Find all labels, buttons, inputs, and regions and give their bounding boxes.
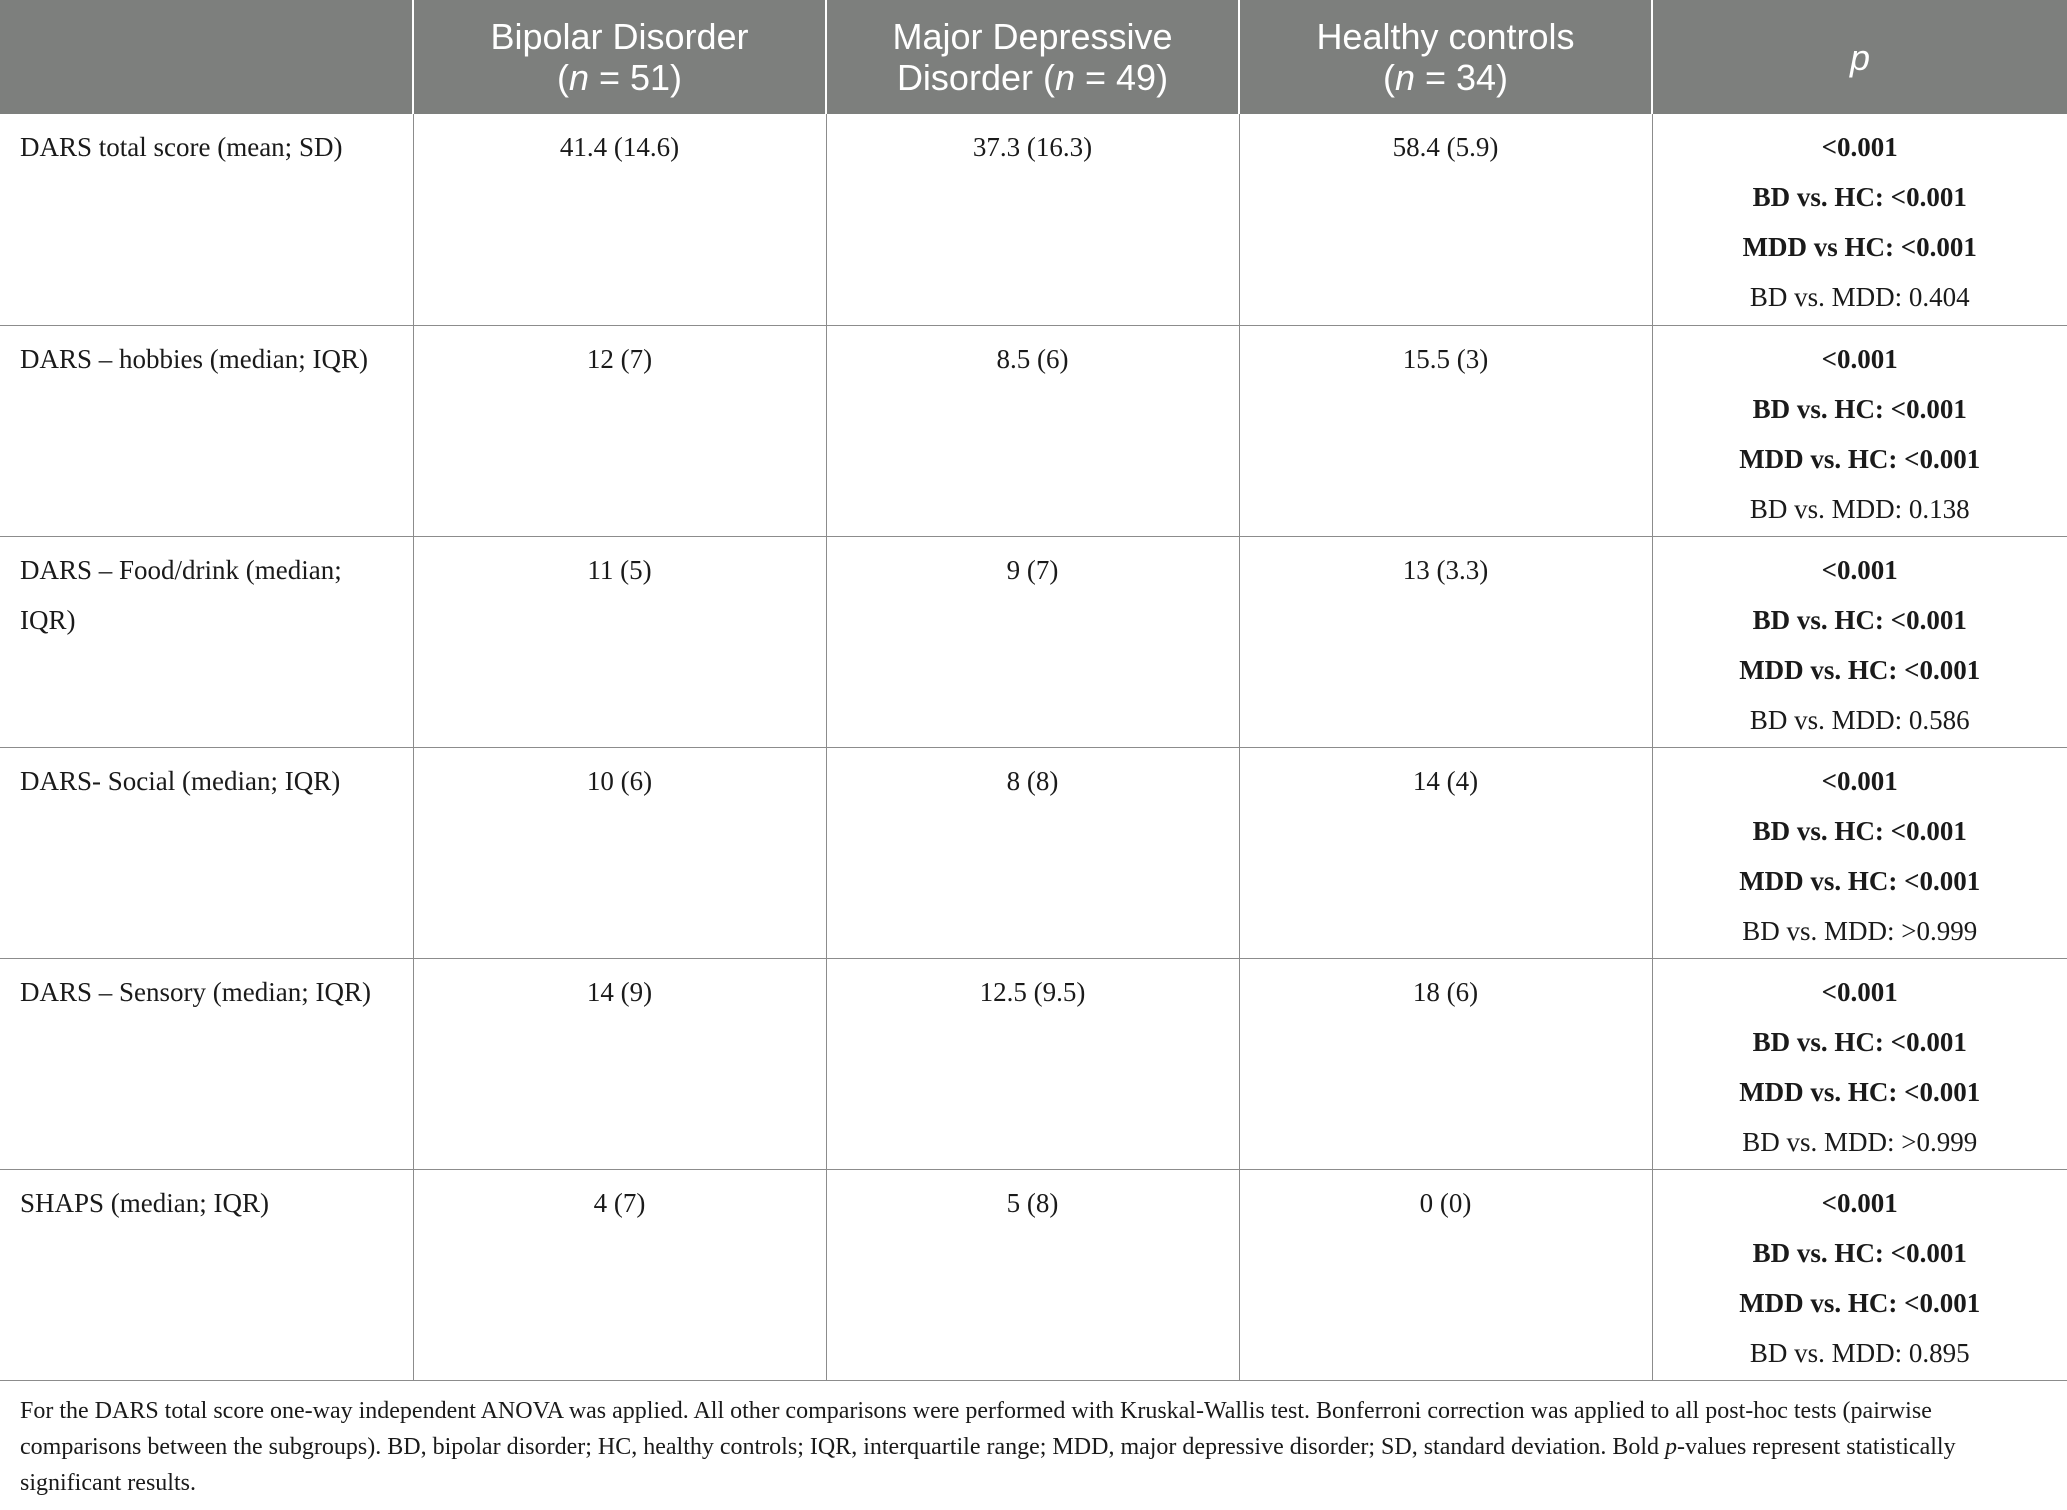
- cell-hc: 13 (3.3): [1239, 536, 1652, 747]
- p-overall: <0.001: [1821, 1187, 1898, 1218]
- header-bd-n-var: n: [568, 57, 589, 98]
- p-bd-vs-hc: BD vs. HC: <0.001: [1752, 1026, 1967, 1057]
- p-mdd-vs-hc: MDD vs HC: <0.001: [1742, 232, 1977, 262]
- row-label: DARS- Social (median; IQR): [0, 747, 413, 958]
- header-row: [0, 0, 2067, 114]
- footnote-p-italic: p: [1665, 1434, 1677, 1460]
- header-major-depressive-disorder: [826, 0, 1239, 114]
- cell-p: [1652, 1169, 2067, 1380]
- p-bd-vs-hc: BD vs. HC: <0.001: [1752, 393, 1967, 424]
- cell-hc: 58.4 (5.9): [1239, 114, 1652, 325]
- p-bd-vs-hc: BD vs. HC: <0.001: [1752, 1237, 1967, 1268]
- table-row: [0, 114, 2067, 325]
- row-label: DARS – Sensory (median; IQR): [0, 958, 413, 1169]
- header-mdd-title: Major Depressive: [892, 16, 1173, 57]
- header-mdd-n-value: = 49): [1075, 57, 1169, 98]
- p-mdd-vs-hc: MDD vs. HC: <0.001: [1739, 1287, 1981, 1318]
- footnote-text-part2: -values represent statistically significant results.: [20, 1434, 1956, 1496]
- cell-hc: 0 (0): [1239, 1169, 1652, 1380]
- table-row: [0, 325, 2067, 536]
- p-overall: <0.001: [1821, 765, 1898, 796]
- cell-mdd: 12.5 (9.5): [826, 958, 1239, 1169]
- p-bd-vs-mdd: BD vs. MDD: 0.586: [1749, 704, 1970, 735]
- row-label: DARS – Food/drink (median; IQR): [0, 536, 413, 747]
- p-overall: <0.001: [1821, 132, 1898, 162]
- table-row: [0, 536, 2067, 747]
- header-p-value: [1652, 0, 2067, 114]
- cell-p: [1652, 114, 2067, 325]
- cell-bd: 11 (5): [413, 536, 826, 747]
- p-bd-vs-hc: BD vs. HC: <0.001: [1752, 815, 1967, 846]
- table-row: [0, 958, 2067, 1169]
- cell-hc: 14 (4): [1239, 747, 1652, 958]
- cell-hc: 15.5 (3): [1239, 325, 1652, 536]
- p-overall: <0.001: [1821, 976, 1898, 1007]
- table-row: [0, 1169, 2067, 1380]
- p-bd-vs-mdd: BD vs. MDD: 0.895: [1749, 1337, 1970, 1368]
- p-bd-vs-hc: BD vs. HC: <0.001: [1752, 182, 1967, 212]
- header-hc-n-prefix: (: [1382, 57, 1395, 98]
- header-hc-n-value: = 34): [1414, 57, 1509, 98]
- p-overall: <0.001: [1821, 554, 1898, 585]
- p-bd-vs-mdd: BD vs. MDD: >0.999: [1742, 915, 1978, 946]
- cell-mdd: 9 (7): [826, 536, 1239, 747]
- p-bd-vs-mdd: BD vs. MDD: 0.404: [1749, 282, 1970, 312]
- cell-mdd: 8 (8): [826, 747, 1239, 958]
- cell-hc: 18 (6): [1239, 958, 1652, 1169]
- cell-bd: 10 (6): [413, 747, 826, 958]
- row-label: DARS total score (mean; SD): [0, 114, 413, 325]
- cell-bd: 4 (7): [413, 1169, 826, 1380]
- p-mdd-vs-hc: MDD vs. HC: <0.001: [1739, 865, 1981, 896]
- footnote-text-part1: For the DARS total score one-way independent ANOVA was applied. All other comparisons were performed with Kruskal-Wallis test. Bonferroni correction was applied to all post-hoc tests (pairwise comparisons between the subgroups). BD, bipolar disorder; HC, healthy controls; IQR, interquartile range; MDD, major depressive disorder; SD, standard deviation. Bold: [20, 1398, 1932, 1460]
- header-bd-n-prefix: (: [556, 57, 569, 98]
- header-healthy-controls: [1239, 0, 1652, 114]
- cell-bd: 41.4 (14.6): [413, 114, 826, 325]
- cell-mdd: 5 (8): [826, 1169, 1239, 1380]
- cell-p: [1652, 747, 2067, 958]
- row-label: SHAPS (median; IQR): [0, 1169, 413, 1380]
- header-bd-title: Bipolar Disorder: [490, 16, 749, 57]
- header-p-symbol: p: [1849, 36, 1871, 78]
- table-body: [0, 114, 2067, 1380]
- cell-mdd: 8.5 (6): [826, 325, 1239, 536]
- header-label-column: [0, 0, 413, 114]
- header-hc-n-var: n: [1394, 57, 1415, 98]
- table-row: [0, 747, 2067, 958]
- cell-mdd: 37.3 (16.3): [826, 114, 1239, 325]
- header-bipolar-disorder: [413, 0, 826, 114]
- p-mdd-vs-hc: MDD vs. HC: <0.001: [1739, 1076, 1981, 1107]
- header-mdd-n-prefix: Disorder (: [896, 57, 1055, 98]
- header-mdd-n-var: n: [1054, 57, 1075, 98]
- cell-bd: 12 (7): [413, 325, 826, 536]
- p-mdd-vs-hc: MDD vs. HC: <0.001: [1739, 654, 1981, 685]
- cell-bd: 14 (9): [413, 958, 826, 1169]
- p-mdd-vs-hc: MDD vs. HC: <0.001: [1739, 443, 1981, 474]
- p-overall: <0.001: [1821, 343, 1898, 374]
- cell-p: [1652, 536, 2067, 747]
- table-footnote: [20, 1393, 2047, 1501]
- cell-p: [1652, 325, 2067, 536]
- row-label: DARS – hobbies (median; IQR): [0, 325, 413, 536]
- header-bd-n-value: = 51): [588, 57, 683, 98]
- header-hc-title: Healthy controls: [1316, 16, 1575, 57]
- table-header: [0, 0, 2067, 114]
- p-bd-vs-mdd: BD vs. MDD: >0.999: [1742, 1126, 1978, 1157]
- cell-p: [1652, 958, 2067, 1169]
- p-bd-vs-hc: BD vs. HC: <0.001: [1752, 604, 1967, 635]
- p-bd-vs-mdd: BD vs. MDD: 0.138: [1749, 493, 1970, 524]
